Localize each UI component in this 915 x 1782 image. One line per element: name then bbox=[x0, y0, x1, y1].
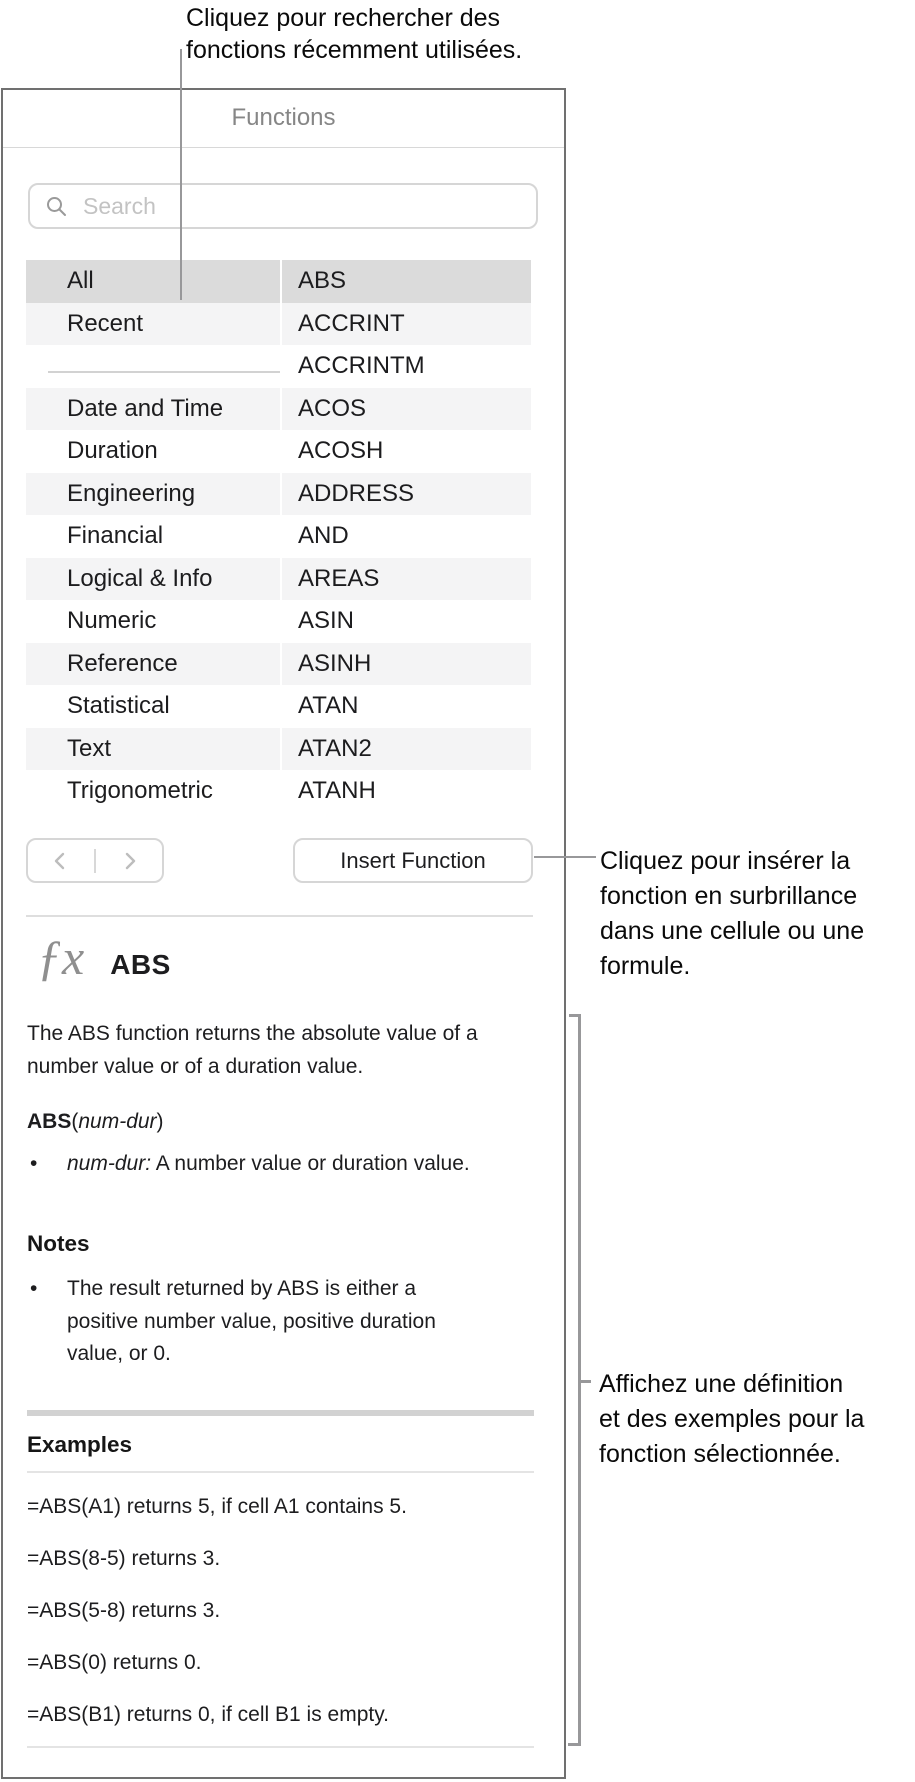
bullet-icon: • bbox=[30, 1152, 38, 1175]
category-engineering[interactable]: Engineering bbox=[26, 473, 280, 516]
note-text: The result returned by ABS is either a positive number value, positive duration value, or 0. bbox=[67, 1277, 436, 1365]
callout-recent-line-1: Cliquez pour rechercher des bbox=[186, 4, 501, 32]
category-duration[interactable]: Duration bbox=[26, 430, 280, 473]
function-asin[interactable]: ASIN bbox=[282, 600, 531, 643]
category-text[interactable]: Text bbox=[26, 728, 280, 771]
syntax-param: num-dur bbox=[78, 1110, 157, 1133]
category-all[interactable]: All bbox=[26, 260, 280, 303]
panel-title: Functions bbox=[231, 104, 336, 131]
syntax-name: ABS bbox=[27, 1110, 72, 1133]
callout-insert-line-4: formule. bbox=[600, 952, 691, 980]
syntax-open-paren: ( bbox=[71, 1110, 79, 1133]
divider bbox=[26, 915, 533, 917]
search-input[interactable] bbox=[81, 185, 505, 227]
search-icon bbox=[45, 195, 68, 218]
category-separator bbox=[26, 345, 280, 388]
function-address[interactable]: ADDRESS bbox=[282, 473, 531, 516]
notes-heading: Notes bbox=[27, 1231, 90, 1256]
separator-line bbox=[48, 371, 280, 373]
param-bullet bbox=[30, 1148, 487, 1181]
divider bbox=[27, 1471, 534, 1473]
example-line: =ABS(0) returns 0. bbox=[27, 1651, 202, 1674]
example-line: =ABS(5-8) returns 3. bbox=[27, 1599, 221, 1622]
bullet-icon: • bbox=[30, 1277, 38, 1300]
panel-header bbox=[3, 90, 564, 148]
callout-definition-bracket-tick bbox=[580, 1380, 591, 1383]
category-list bbox=[26, 260, 280, 813]
chevron-left-icon[interactable] bbox=[50, 850, 72, 872]
function-accrint[interactable]: ACCRINT bbox=[282, 303, 531, 346]
category-recent[interactable]: Recent bbox=[26, 303, 280, 346]
category-statistical[interactable]: Statistical bbox=[26, 685, 280, 728]
function-accrintm[interactable]: ACCRINTM bbox=[282, 345, 531, 388]
function-areas[interactable]: AREAS bbox=[282, 558, 531, 601]
category-trigonometric[interactable]: Trigonometric bbox=[26, 770, 280, 813]
fx-icon: ƒx bbox=[37, 929, 85, 985]
callout-insert-line-2: fonction en surbrillance bbox=[600, 882, 858, 910]
divider bbox=[27, 1746, 534, 1748]
param-name: num-dur: bbox=[67, 1152, 152, 1175]
category-numeric[interactable]: Numeric bbox=[26, 600, 280, 643]
function-atan[interactable]: ATAN bbox=[282, 685, 531, 728]
callout-definition-bracket-top bbox=[569, 1014, 580, 1017]
callout-insert-pointer-line bbox=[534, 856, 596, 858]
function-syntax bbox=[27, 1110, 164, 1134]
callout-insert-line-1: Cliquez pour insérer la bbox=[600, 847, 851, 875]
callout-recent-text bbox=[186, 2, 522, 66]
function-acosh[interactable]: ACOSH bbox=[282, 430, 531, 473]
function-asinh[interactable]: ASINH bbox=[282, 643, 531, 686]
example-line: =ABS(8-5) returns 3. bbox=[27, 1547, 221, 1570]
callout-definition-line-1: Affichez une définition bbox=[599, 1370, 844, 1398]
callout-recent-pointer-line bbox=[180, 49, 182, 300]
category-financial[interactable]: Financial bbox=[26, 515, 280, 558]
syntax-close-paren: ) bbox=[156, 1110, 164, 1133]
function-atanh[interactable]: ATANH bbox=[282, 770, 531, 813]
examples-heading: Examples bbox=[27, 1432, 133, 1457]
section-divider-thick bbox=[27, 1410, 534, 1416]
functions-panel bbox=[1, 88, 566, 1779]
examples-list bbox=[27, 1496, 407, 1756]
function-atan2[interactable]: ATAN2 bbox=[282, 728, 531, 771]
function-and[interactable]: AND bbox=[282, 515, 531, 558]
note-bullet bbox=[30, 1273, 487, 1371]
insert-function-button[interactable]: Insert Function bbox=[293, 838, 533, 883]
callout-recent-line-2: fonctions récemment utilisées. bbox=[186, 36, 523, 64]
function-detail-name: ABS bbox=[110, 949, 171, 980]
category-reference[interactable]: Reference bbox=[26, 643, 280, 686]
function-list bbox=[282, 260, 531, 813]
function-abs[interactable]: ABS bbox=[282, 260, 531, 303]
callout-insert-text bbox=[600, 844, 864, 984]
callout-definition-bracket-bottom bbox=[568, 1743, 581, 1746]
function-detail-header bbox=[37, 928, 171, 986]
callout-definition-line-2: et des exemples pour la bbox=[599, 1405, 865, 1433]
example-line: =ABS(B1) returns 0, if cell B1 is empty. bbox=[27, 1703, 389, 1726]
callout-insert-line-3: dans une cellule ou une bbox=[600, 917, 865, 945]
category-date-and-time[interactable]: Date and Time bbox=[26, 388, 280, 431]
callout-definition-line-3: fonction sélectionnée. bbox=[599, 1440, 841, 1468]
example-line: =ABS(A1) returns 5, if cell A1 contains 5. bbox=[27, 1495, 407, 1518]
chevron-right-icon[interactable] bbox=[118, 850, 140, 872]
function-acos[interactable]: ACOS bbox=[282, 388, 531, 431]
category-logical-info[interactable]: Logical & Info bbox=[26, 558, 280, 601]
function-description: The ABS function returns the absolute value of a number value or of a duration value. bbox=[27, 1022, 478, 1078]
nav-divider bbox=[94, 849, 96, 873]
param-desc: A number value or duration value. bbox=[151, 1152, 470, 1175]
history-nav-group bbox=[26, 838, 164, 883]
search-field[interactable] bbox=[28, 183, 538, 229]
callout-definition-text bbox=[599, 1367, 864, 1472]
